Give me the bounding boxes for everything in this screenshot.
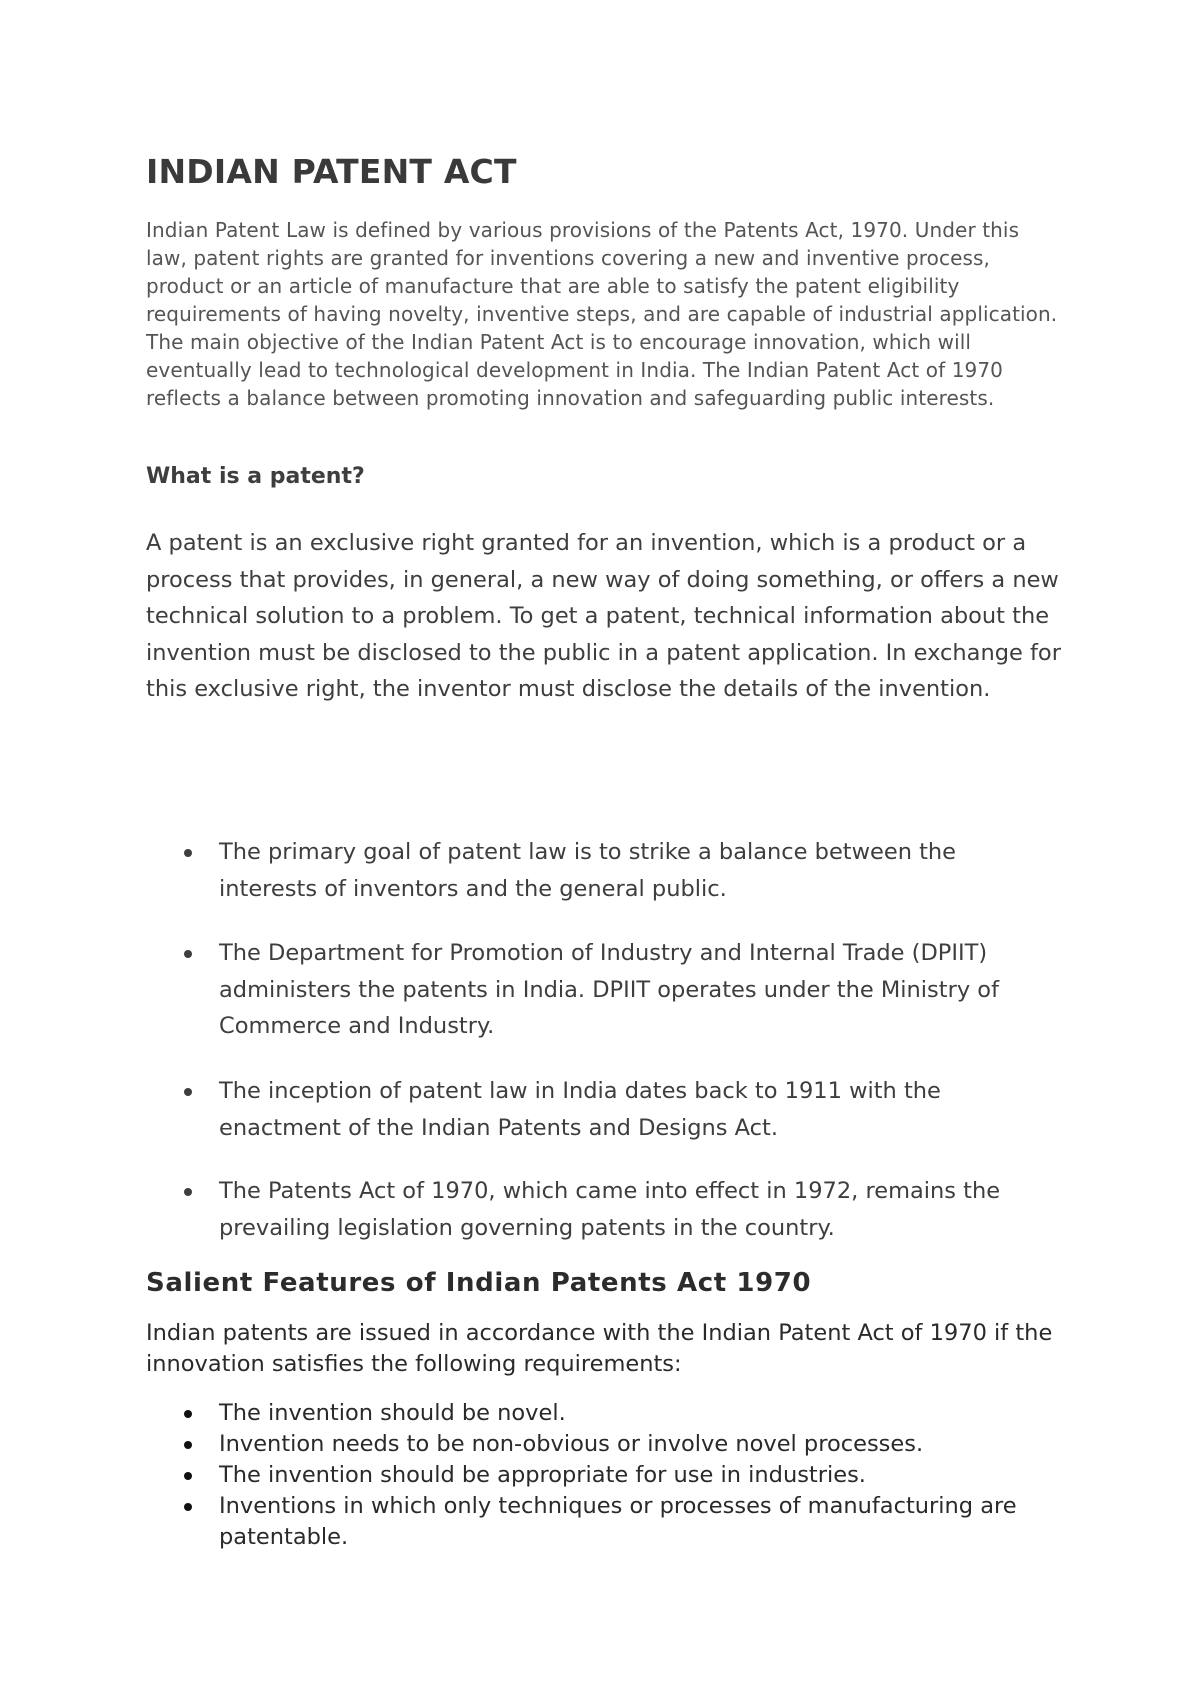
- bullet-icon: [184, 1472, 192, 1480]
- requirement-text: Invention needs to be non-obvious or involve novel processes.: [219, 1431, 924, 1457]
- intro-paragraph: Indian Patent Law is defined by various provisions of the Patents Act, 1970. Under this law, patent rights are granted for inventions covering a new and inventive process, product or an article of manufacture that are able to satisfy the patent eligibility requirements of having novelty, inventive steps, and are capable of industrial application. The main objective of the Indian Patent Act is to encourage innovation, which will eventually lead to technological development in India. The Indian Patent Act of 1970 reflects a balance between promoting innovation and safeguarding public interests.: [146, 218, 1058, 410]
- key-point-text: The primary goal of patent law is to strike a balance between the interests of inventors and the general public.: [219, 839, 957, 902]
- document-title: INDIAN PATENT ACT: [146, 152, 517, 191]
- requirements-intro: Indian patents are issued in accordance with the Indian Patent Act of 1970 if the innovation satisfies the following requirements:: [146, 1320, 1053, 1377]
- bullet-icon: [184, 1441, 192, 1449]
- bullet-icon: [184, 1503, 192, 1511]
- requirement-text: The invention should be novel.: [219, 1400, 566, 1426]
- bullet-icon: [184, 849, 192, 857]
- patent-definition-paragraph: A patent is an exclusive right granted for an invention, which is a product or a process that provides, in general, a new way of doing something, or offers a new technical solution to a problem. To get a patent, technical information about the invention must be disclosed to the public in a patent application. In exchange for this exclusive right, the inventor must disclose the details of the invention.: [146, 530, 1061, 703]
- what-is-patent-heading: What is a patent?: [146, 464, 365, 489]
- salient-features-heading: Salient Features of Indian Patents Act 1970: [146, 1268, 812, 1298]
- bullet-icon: [184, 1188, 192, 1196]
- key-point-text: The Patents Act of 1970, which came into effect in 1972, remains the prevailing legislation governing patents in the country.: [219, 1178, 1001, 1241]
- requirement-text: Inventions in which only techniques or processes of manufacturing are patentable.: [219, 1493, 1017, 1550]
- key-point-text: The Department for Promotion of Industry and Internal Trade (DPIIT) administers the patents in India. DPIIT operates under the Ministry of Commerce and Industry.: [219, 940, 999, 1040]
- requirement-text: The invention should be appropriate for use in industries.: [219, 1462, 866, 1488]
- bullet-icon: [184, 950, 192, 958]
- key-point-text: The inception of patent law in India dates back to 1911 with the enactment of the Indian Patents and Designs Act.: [219, 1078, 941, 1141]
- bullet-icon: [184, 1410, 192, 1418]
- bullet-icon: [184, 1088, 192, 1096]
